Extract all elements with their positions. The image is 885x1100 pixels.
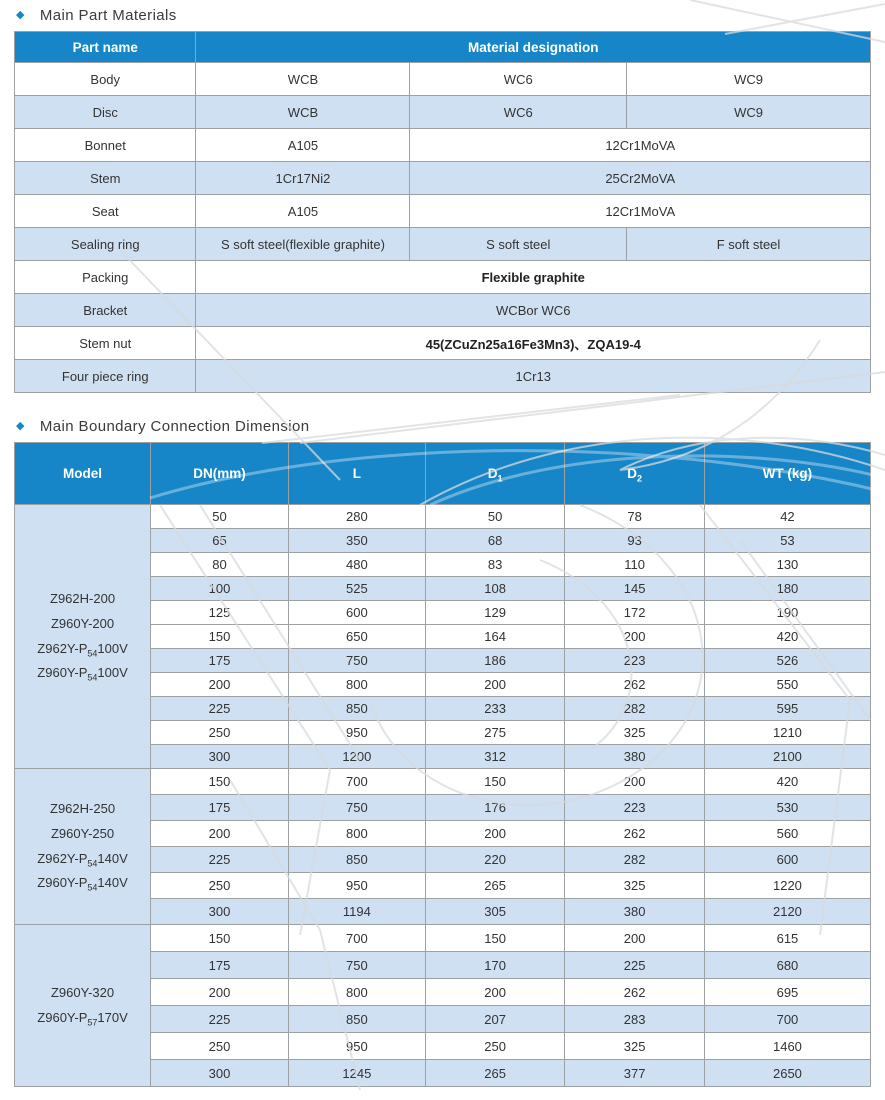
dimension-value-cell: 280 <box>288 505 425 529</box>
dimension-value-cell: 223 <box>565 795 705 821</box>
material-cell: 12Cr1MoVA <box>410 129 871 162</box>
dimension-value-cell: 800 <box>288 979 425 1006</box>
dimension-value-cell: 595 <box>704 697 870 721</box>
model-name: $Z962Y-P_{54}100V$ <box>37 640 128 659</box>
model-cell <box>15 769 151 925</box>
dimension-value-cell: 175 <box>151 795 289 821</box>
dimension-value-cell: 150 <box>151 625 289 649</box>
dimension-value-cell: 300 <box>151 899 289 925</box>
dimension-value-cell: 750 <box>288 795 425 821</box>
dimension-value-cell: 420 <box>704 625 870 649</box>
material-cell: Flexible graphite <box>196 261 871 294</box>
model-name: $Z960Y-P_{54}140V$ <box>37 875 128 893</box>
dimension-value-cell: 325 <box>565 873 705 899</box>
part-name-cell: Seat <box>15 195 196 228</box>
dimension-value-cell: 250 <box>425 1033 565 1060</box>
dimension-value-cell: 93 <box>565 529 705 553</box>
model-cell <box>15 925 151 1087</box>
dimensions-header-row <box>15 443 871 505</box>
subscript: 54 <box>87 858 98 869</box>
section-title-text: Main Part Materials <box>39 7 177 24</box>
materials-row <box>15 195 871 228</box>
material-cell: WC6 <box>410 96 627 129</box>
material-cell: WCB <box>196 96 410 129</box>
material-cell: 1Cr13 <box>196 360 871 393</box>
dimension-value-cell: 100 <box>151 577 289 601</box>
dimension-value-cell: 615 <box>704 925 870 952</box>
dimension-value-cell: 262 <box>565 979 705 1006</box>
dimension-value-cell: 480 <box>288 553 425 577</box>
model-name: Z960Y-250 <box>50 825 115 841</box>
dimension-value-cell: 265 <box>425 873 565 899</box>
dimension-value-cell: 80 <box>151 553 289 577</box>
dimension-value-cell: 530 <box>704 795 870 821</box>
dimension-value-cell: 164 <box>425 625 565 649</box>
dimension-value-cell: 700 <box>704 1006 870 1033</box>
dimension-value-cell: 83 <box>425 553 565 577</box>
dimension-value-cell: 2650 <box>704 1060 870 1087</box>
dimension-value-cell: 200 <box>425 673 565 697</box>
dimension-value-cell: 305 <box>425 899 565 925</box>
dimension-value-cell: 200 <box>565 625 705 649</box>
dimension-value-cell: 1460 <box>704 1033 870 1060</box>
dimension-value-cell: 233 <box>425 697 565 721</box>
model-cell <box>15 505 151 769</box>
dimension-value-cell: 225 <box>151 697 289 721</box>
dimension-value-cell: 186 <box>425 649 565 673</box>
dimension-value-cell: 108 <box>425 577 565 601</box>
part-name-cell: Packing <box>15 261 196 294</box>
dimension-value-cell: 300 <box>151 745 289 769</box>
material-cell: WC9 <box>627 63 871 96</box>
materials-row <box>15 96 871 129</box>
model-name: Z960Y-320 <box>50 984 115 1000</box>
part-name-cell: Bonnet <box>15 129 196 162</box>
dimension-value-cell: 145 <box>565 577 705 601</box>
dimension-value-cell: 200 <box>425 979 565 1006</box>
materials-row <box>15 162 871 195</box>
dimension-value-cell: 282 <box>565 847 705 873</box>
dimension-value-cell: 380 <box>565 899 705 925</box>
dimension-value-cell: 850 <box>288 1006 425 1033</box>
dimension-value-cell: 1220 <box>704 873 870 899</box>
dimension-value-cell: 525 <box>288 577 425 601</box>
dimension-value-cell: 150 <box>425 925 565 952</box>
dimension-value-cell: 380 <box>565 745 705 769</box>
model-name: Z962H-250 <box>50 801 116 817</box>
dimension-value-cell: 200 <box>151 673 289 697</box>
dimension-value-cell: 180 <box>704 577 870 601</box>
dimension-value-cell: 200 <box>425 821 565 847</box>
subscript: 57 <box>87 1017 98 1028</box>
materials-row <box>15 228 871 261</box>
dimension-value-cell: 262 <box>565 673 705 697</box>
material-cell: WC9 <box>627 96 871 129</box>
dimension-value-cell: 850 <box>288 847 425 873</box>
dimension-value-cell: 600 <box>704 847 870 873</box>
material-cell: A105 <box>196 195 410 228</box>
dimension-value-cell: 175 <box>151 952 289 979</box>
dimension-value-cell: 110 <box>565 553 705 577</box>
dimension-value-cell: 650 <box>288 625 425 649</box>
dimension-value-cell: 250 <box>151 1033 289 1060</box>
dimension-value-cell: 53 <box>704 529 870 553</box>
diamond-bullet-icon: ◆ <box>16 9 25 21</box>
part-name-cell: Disc <box>15 96 196 129</box>
dimension-value-cell: 150 <box>151 925 289 952</box>
dimension-value-cell: 1245 <box>288 1060 425 1087</box>
materials-table-body <box>15 63 871 393</box>
material-cell: WCBor WC6 <box>196 294 871 327</box>
part-name-cell: Sealing ring <box>15 228 196 261</box>
part-name-header: Part name <box>15 32 196 63</box>
dimension-value-cell: 750 <box>288 649 425 673</box>
dimension-value-cell: 680 <box>704 952 870 979</box>
model-name: $Z960Y-P_{57}170V$ <box>37 1009 128 1028</box>
dimensions-column-header: Model <box>15 443 151 505</box>
dimension-value-cell: 125 <box>151 601 289 625</box>
dimension-value-cell: 312 <box>425 745 565 769</box>
materials-row <box>15 261 871 294</box>
dimension-value-cell: 950 <box>288 873 425 899</box>
dimension-value-cell: 325 <box>565 1033 705 1060</box>
material-cell: 12Cr1MoVA <box>410 195 871 228</box>
dimension-value-cell: 265 <box>425 1060 565 1087</box>
subscript: 54 <box>87 882 98 893</box>
dimension-value-cell: 176 <box>425 795 565 821</box>
dimension-value-cell: 250 <box>151 873 289 899</box>
materials-row <box>15 327 871 360</box>
dimension-value-cell: 220 <box>425 847 565 873</box>
dimension-value-cell: 200 <box>151 979 289 1006</box>
material-cell: 1Cr17Ni2 <box>196 162 410 195</box>
dimensions-table <box>14 442 871 1087</box>
part-name-cell: Bracket <box>15 294 196 327</box>
dimension-value-cell: 377 <box>565 1060 705 1087</box>
part-name-cell: Stem <box>15 162 196 195</box>
dimension-value-cell: 282 <box>565 697 705 721</box>
dimension-value-cell: 200 <box>565 925 705 952</box>
dimension-value-cell: 200 <box>151 821 289 847</box>
dimension-value-cell: 700 <box>288 925 425 952</box>
dimension-value-cell: 225 <box>151 1006 289 1033</box>
dimension-value-cell: 560 <box>704 821 870 847</box>
dimension-value-cell: 950 <box>288 1033 425 1060</box>
dimension-value-cell: 170 <box>425 952 565 979</box>
dimensions-section-title <box>16 418 885 435</box>
dimension-value-cell: 50 <box>425 505 565 529</box>
material-cell: F soft steel <box>627 228 871 261</box>
materials-row <box>15 129 871 162</box>
part-name-cell: Stem nut <box>15 327 196 360</box>
section-title-text: Main Boundary Connection Dimension <box>39 418 310 435</box>
material-cell: WCB <box>196 63 410 96</box>
dimension-value-cell: 190 <box>704 601 870 625</box>
materials-section-title <box>16 0 885 24</box>
material-cell: 45(ZCuZn25a16Fe3Mn3)、ZQA19-4 <box>196 327 871 360</box>
dimension-value-cell: 225 <box>151 847 289 873</box>
model-name: Z962H-200 <box>50 591 116 607</box>
dimension-value-cell: 800 <box>288 821 425 847</box>
dimension-value-cell: 130 <box>704 553 870 577</box>
dimension-value-cell: 150 <box>425 769 565 795</box>
dimension-value-cell: 420 <box>704 769 870 795</box>
dimension-value-cell: 550 <box>704 673 870 697</box>
dimension-value-cell: 78 <box>565 505 705 529</box>
dimension-value-cell: 850 <box>288 697 425 721</box>
dimension-value-cell: 207 <box>425 1006 565 1033</box>
dimension-value-cell: 150 <box>151 769 289 795</box>
dimension-value-cell: 1200 <box>288 745 425 769</box>
dimensions-row <box>15 769 871 795</box>
dimension-value-cell: 695 <box>704 979 870 1006</box>
part-name-cell: Four piece ring <box>15 360 196 393</box>
material-cell: WC6 <box>410 63 627 96</box>
dimension-value-cell: 172 <box>565 601 705 625</box>
diamond-bullet-icon: ◆ <box>16 420 25 432</box>
dimension-value-cell: 2120 <box>704 899 870 925</box>
dimensions-column-header: $D_1$ <box>425 443 565 505</box>
dimension-value-cell: 950 <box>288 721 425 745</box>
dimension-value-cell: 700 <box>288 769 425 795</box>
dimension-value-cell: 600 <box>288 601 425 625</box>
dimensions-table-body <box>15 505 871 1087</box>
part-name-cell: Body <box>15 63 196 96</box>
dimension-value-cell: 325 <box>565 721 705 745</box>
material-cell: 25Cr2MoVA <box>410 162 871 195</box>
dimension-value-cell: 275 <box>425 721 565 745</box>
dimension-value-cell: 300 <box>151 1060 289 1087</box>
dimension-value-cell: 526 <box>704 649 870 673</box>
dimension-value-cell: 1194 <box>288 899 425 925</box>
materials-row <box>15 63 871 96</box>
dimensions-column-header: L <box>288 443 425 505</box>
dimension-value-cell: 42 <box>704 505 870 529</box>
dimension-value-cell: 175 <box>151 649 289 673</box>
dimension-value-cell: 68 <box>425 529 565 553</box>
dimension-value-cell: 50 <box>151 505 289 529</box>
dimension-value-cell: 200 <box>565 769 705 795</box>
model-name: $Z960Y-P_{54}100V$ <box>37 665 128 683</box>
dimension-value-cell: 262 <box>565 821 705 847</box>
dimension-value-cell: 65 <box>151 529 289 553</box>
materials-table <box>14 31 871 393</box>
dimensions-row <box>15 925 871 952</box>
materials-header-row <box>15 32 871 63</box>
subscript: 54 <box>87 648 98 659</box>
material-cell: S soft steel(flexible graphite) <box>196 228 410 261</box>
dimension-value-cell: 2100 <box>704 745 870 769</box>
materials-row <box>15 360 871 393</box>
dimension-value-cell: 283 <box>565 1006 705 1033</box>
model-name: $Z962Y-P_{54}140V$ <box>37 850 128 869</box>
dimension-value-cell: 223 <box>565 649 705 673</box>
dimension-value-cell: 800 <box>288 673 425 697</box>
dimensions-column-header: $D_2$ <box>565 443 705 505</box>
dimensions-row <box>15 505 871 529</box>
model-name: Z960Y-200 <box>50 615 115 631</box>
material-designation-header: Material designation <box>196 32 871 63</box>
subscript: 54 <box>87 672 98 683</box>
material-cell: S soft steel <box>410 228 627 261</box>
subscript: 2 <box>637 473 643 484</box>
materials-row <box>15 294 871 327</box>
dimensions-column-header: DN(mm) <box>151 443 289 505</box>
dimension-value-cell: 1210 <box>704 721 870 745</box>
dimension-value-cell: 225 <box>565 952 705 979</box>
subscript: 1 <box>497 473 503 484</box>
dimension-value-cell: 350 <box>288 529 425 553</box>
dimensions-column-header: WT (kg) <box>704 443 870 505</box>
dimension-value-cell: 250 <box>151 721 289 745</box>
material-cell: A105 <box>196 129 410 162</box>
dimension-value-cell: 750 <box>288 952 425 979</box>
dimension-value-cell: 129 <box>425 601 565 625</box>
